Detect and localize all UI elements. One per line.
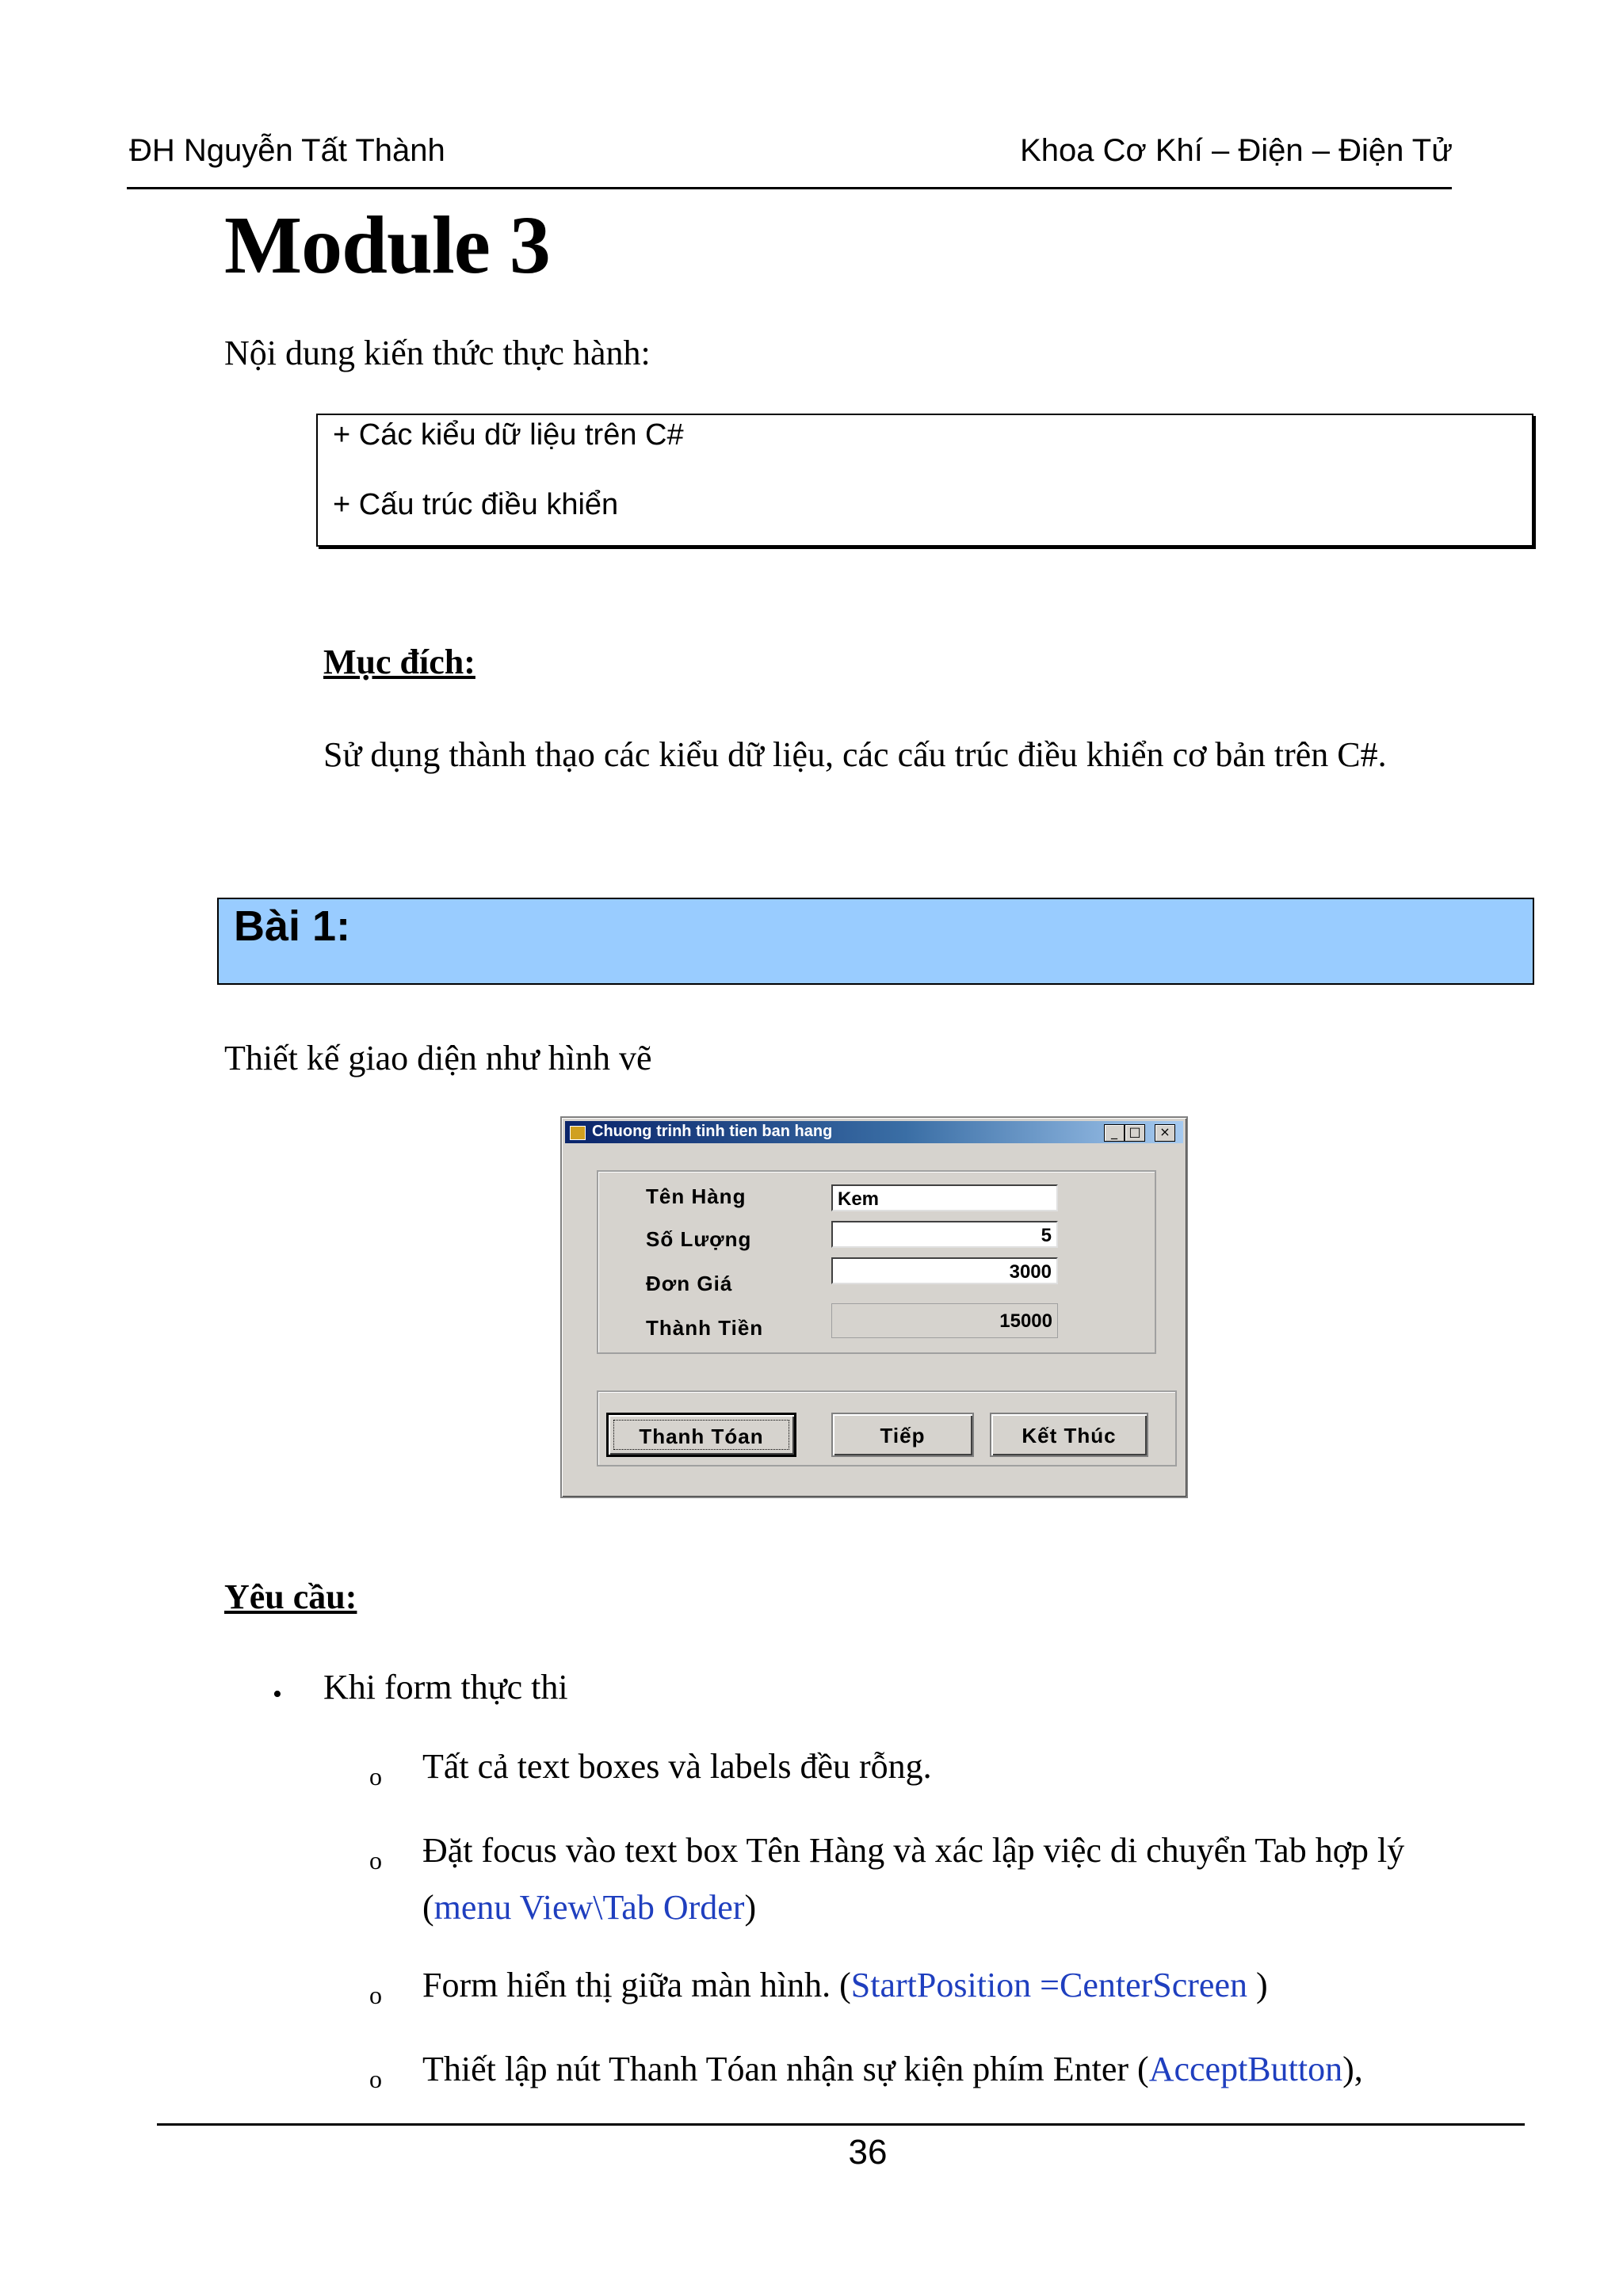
requirement-text: Đặt focus vào text box Tên Hàng và xác lập việc di chuyển Tab hợp lý ( (422, 1831, 1405, 1927)
module-intro: Nội dung kiến thức thực hành: (224, 334, 651, 372)
requirement-text: Form hiển thị giữa màn hình. ( (422, 1966, 851, 2004)
page-number: 36 (848, 2133, 888, 2172)
sub-marker: o (369, 2065, 382, 2093)
requirement-item (422, 1738, 1484, 1795)
app-icon (570, 1126, 586, 1140)
sub-marker: o (369, 1981, 382, 2009)
minimize-button[interactable]: _ (1104, 1124, 1125, 1142)
requirement-text: Thiết lập nút Thanh Tóan nhận sự kiện phím Enter ( (422, 2050, 1149, 2088)
requirement-item (422, 1822, 1484, 1936)
next-button[interactable]: Tiếp (831, 1413, 974, 1457)
requirement-text-end: ) (1247, 1966, 1268, 2004)
requirement-text-end: ), (1342, 2050, 1363, 2088)
form-window (560, 1116, 1188, 1498)
close-button[interactable]: × (1155, 1124, 1175, 1142)
label-thanh-tien: Thành Tiền (646, 1316, 764, 1340)
form-title: Chuong trinh tinh tien ban hang (592, 1123, 833, 1140)
label-so-luong: Số Lượng (646, 1227, 752, 1251)
design-instruction: Thiết kế giao diện như hình vẽ (224, 1039, 652, 1077)
topic-item: + Cấu trúc điều khiển (333, 488, 619, 521)
tab-order-link: menu View\Tab Order (433, 1888, 745, 1927)
requirement-item (422, 1957, 1484, 2014)
purpose-heading: Mục đích: (323, 643, 475, 681)
form-titlebar[interactable] (565, 1121, 1183, 1143)
exercise-title: Bài 1: (234, 902, 351, 950)
purpose-text: Sử dụng thành thạo các kiểu dữ liệu, các cấu trúc điều khiển cơ bản trên C#. (323, 735, 1387, 774)
header-faculty: Khoa Cơ Khí – Điện – Điện Tử (1020, 133, 1453, 168)
thanh-tien-output: 15000 (831, 1303, 1058, 1338)
label-don-gia: Đơn Giá (646, 1272, 733, 1295)
requirement-item (422, 2041, 1484, 2098)
topic-item: + Các kiểu dữ liệu trên C# (333, 418, 684, 452)
so-luong-input[interactable]: 5 (831, 1221, 1058, 1248)
requirement-text: Tất cả text boxes và labels đều rỗng. (422, 1747, 932, 1786)
accept-button-link: AcceptButton (1148, 2050, 1343, 2088)
exit-button[interactable]: Kết Thúc (990, 1413, 1148, 1457)
exercise-banner (217, 898, 1534, 985)
sub-marker: o (369, 1846, 382, 1875)
requirement-bullet: Khi form thực thi (323, 1668, 568, 1707)
module-title: Module 3 (224, 200, 550, 291)
pay-button[interactable]: Thanh Tóan (606, 1413, 796, 1457)
sub-marker: o (369, 1762, 382, 1791)
maximize-button[interactable]: □ (1125, 1124, 1145, 1142)
start-position-link: StartPosition =CenterScreen (850, 1966, 1247, 2004)
ten-hang-input[interactable]: Kem (831, 1184, 1058, 1211)
bullet-marker: • (273, 1680, 282, 1709)
header-school: ĐH Nguyễn Tất Thành (129, 133, 445, 168)
requirement-text-end: ) (744, 1888, 757, 1927)
footer-divider (157, 2123, 1525, 2126)
requirements-heading: Yêu cầu: (224, 1577, 357, 1616)
don-gia-input[interactable]: 3000 (831, 1257, 1058, 1284)
label-ten-hang: Tên Hàng (646, 1184, 747, 1208)
header-divider (127, 187, 1452, 189)
